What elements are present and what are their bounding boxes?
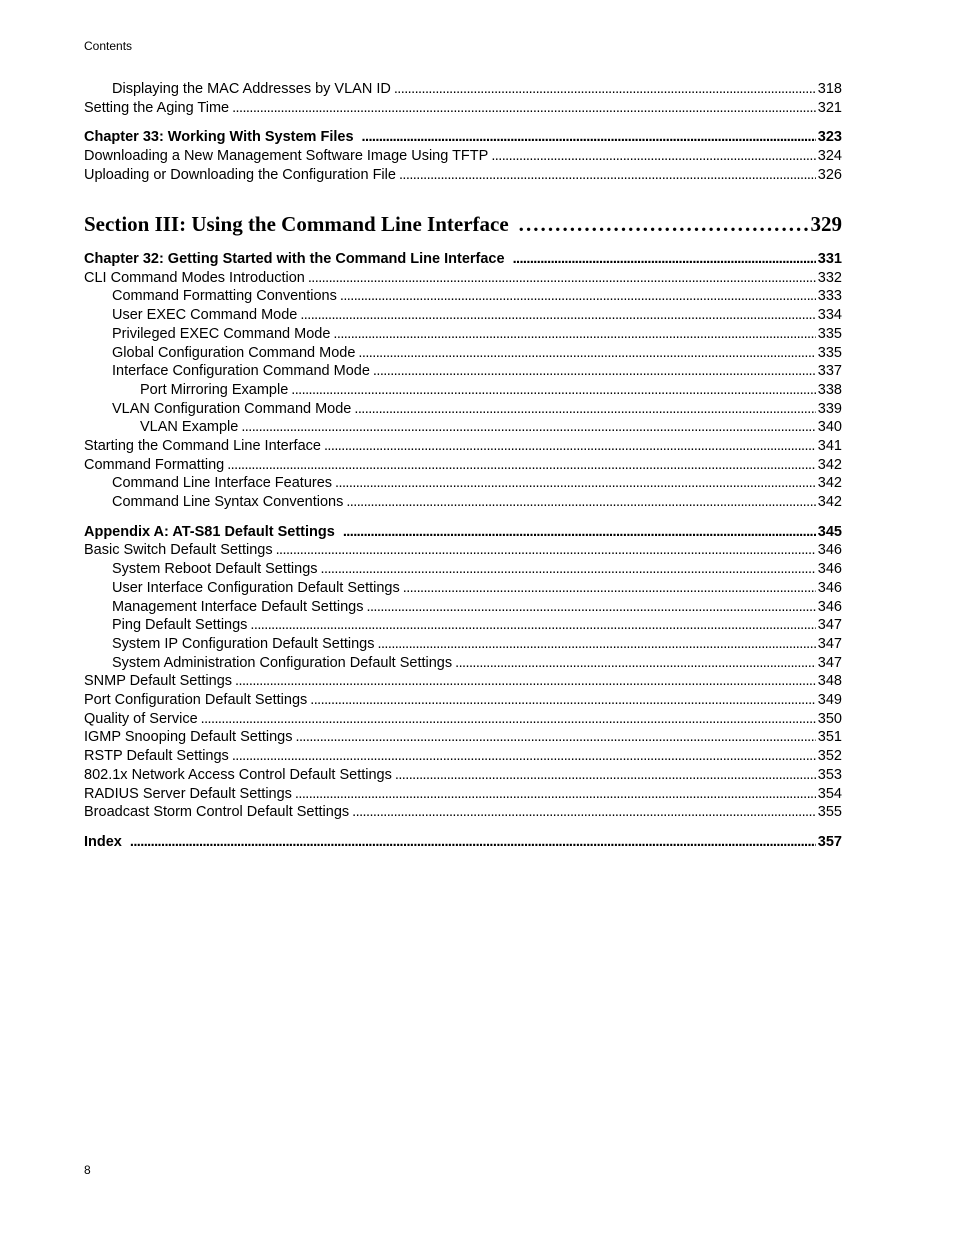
- toc-entry-page: 346: [817, 542, 842, 558]
- toc-entry-title: RSTP Default Settings: [84, 748, 229, 764]
- dot-leader: [324, 437, 816, 455]
- toc-entry-title: Index: [84, 834, 122, 850]
- toc-entry-page: 341: [817, 438, 842, 454]
- toc-entry[interactable]: [84, 654, 842, 672]
- toc-entry-title: Port Configuration Default Settings: [84, 692, 308, 708]
- toc-entry-page: 345: [817, 524, 842, 540]
- toc-entry-page: 342: [817, 475, 842, 491]
- dot-leader: [377, 635, 815, 653]
- toc-entry[interactable]: [84, 400, 842, 418]
- dot-leader: [394, 80, 816, 98]
- toc-entry-title: Setting the Aging Time: [84, 100, 230, 116]
- dot-leader: [352, 803, 816, 821]
- toc-entry-page: 323: [817, 129, 842, 145]
- dot-leader: [395, 766, 816, 784]
- toc-entry[interactable]: [84, 579, 842, 597]
- dot-leader: [291, 381, 816, 399]
- toc-entry-title: RADIUS Server Default Settings: [84, 786, 292, 802]
- toc-entry-title: VLAN Configuration Command Mode: [112, 401, 352, 417]
- dot-leader: [399, 166, 816, 184]
- toc-entry-title: Chapter 32: Getting Started with the Command Line Interface: [84, 251, 505, 267]
- dot-leader: [343, 523, 816, 541]
- dot-leader: [232, 747, 816, 765]
- toc-entry-page: 351: [817, 729, 842, 745]
- toc-entry[interactable]: [84, 710, 842, 728]
- dot-leader: [455, 654, 816, 672]
- toc-entry-page: 352: [817, 748, 842, 764]
- toc-entry[interactable]: [84, 99, 842, 117]
- toc-entry-page: 335: [817, 326, 842, 342]
- toc-entry[interactable]: [84, 766, 842, 784]
- dot-leader: [235, 672, 816, 690]
- dot-leader: [295, 785, 816, 803]
- dot-leader: [232, 99, 816, 117]
- toc-entry-title: Command Formatting Conventions: [112, 288, 337, 304]
- toc-entry-page: 340: [817, 419, 842, 435]
- dot-leader: [276, 541, 816, 559]
- toc-entry-page: 334: [817, 307, 842, 323]
- toc-entry-title: Port Mirroring Example: [140, 382, 289, 398]
- toc-entry[interactable]: [84, 456, 842, 474]
- toc-entry-title: Management Interface Default Settings: [112, 599, 364, 615]
- dot-leader: [519, 211, 809, 237]
- toc-entry-page: 335: [817, 345, 842, 361]
- toc-section[interactable]: [84, 211, 842, 237]
- toc-entry[interactable]: [84, 306, 842, 324]
- toc-entry[interactable]: [84, 80, 842, 98]
- toc-entry[interactable]: [84, 635, 842, 653]
- dot-leader: [250, 616, 815, 634]
- toc-entry-title: Chapter 33: Working With System Files: [84, 129, 354, 145]
- toc-entry-page: 354: [817, 786, 842, 802]
- toc-entry[interactable]: [84, 418, 842, 436]
- toc-entry-page: 337: [817, 363, 842, 379]
- toc-entry-page: 347: [817, 636, 842, 652]
- toc-entry-page: 357: [817, 834, 842, 850]
- toc-chapter[interactable]: [84, 833, 842, 851]
- toc-entry-page: 346: [817, 599, 842, 615]
- toc-entry-title: Basic Switch Default Settings: [84, 542, 273, 558]
- dot-leader: [333, 325, 815, 343]
- toc-entry-title: Starting the Command Line Interface: [84, 438, 321, 454]
- toc-entry[interactable]: [84, 166, 842, 184]
- dot-leader: [491, 147, 815, 165]
- toc-entry[interactable]: [84, 560, 842, 578]
- dot-leader: [130, 833, 816, 851]
- toc-entry-title: User Interface Configuration Default Settings: [112, 580, 400, 596]
- toc-entry[interactable]: [84, 672, 842, 690]
- toc-entry-title: Command Formatting: [84, 457, 225, 473]
- toc-entry[interactable]: [84, 541, 842, 559]
- toc-entry-title: System Administration Configuration Default Settings: [112, 655, 453, 671]
- toc-entry-page: 324: [817, 148, 842, 164]
- toc-entry[interactable]: [84, 381, 842, 399]
- toc-entry-page: 332: [817, 270, 842, 286]
- toc-entry-title: IGMP Snooping Default Settings: [84, 729, 293, 745]
- dot-leader: [373, 362, 816, 380]
- toc-entry-title: CLI Command Modes Introduction: [84, 270, 305, 286]
- toc-chapter[interactable]: [84, 523, 842, 541]
- toc-entry-title: Uploading or Downloading the Configuration File: [84, 167, 396, 183]
- toc-entry-title: SNMP Default Settings: [84, 673, 233, 689]
- toc-entry-title: Displaying the MAC Addresses by VLAN ID: [112, 81, 391, 97]
- toc-entry-page: 349: [817, 692, 842, 708]
- toc-entry[interactable]: [84, 437, 842, 455]
- toc-chapter[interactable]: [84, 250, 842, 268]
- dot-leader: [358, 344, 815, 362]
- toc-entry-page: 321: [817, 100, 842, 116]
- dot-leader: [513, 250, 816, 268]
- toc-entry[interactable]: [84, 474, 842, 492]
- dot-leader: [362, 128, 816, 146]
- toc-entry[interactable]: [84, 325, 842, 343]
- dot-leader: [366, 598, 815, 616]
- toc-entry-page: 348: [817, 673, 842, 689]
- toc-entry-page: 342: [817, 457, 842, 473]
- toc-entry-page: 318: [817, 81, 842, 97]
- toc-entry-title: System IP Configuration Default Settings: [112, 636, 375, 652]
- toc-entry[interactable]: [84, 493, 842, 511]
- toc-entry[interactable]: [84, 616, 842, 634]
- toc-entry-title: Privileged EXEC Command Mode: [112, 326, 331, 342]
- toc-entry[interactable]: [84, 803, 842, 821]
- toc-entry[interactable]: [84, 362, 842, 380]
- toc-entry-page: 333: [817, 288, 842, 304]
- dot-leader: [354, 400, 815, 418]
- toc-entry[interactable]: [84, 147, 842, 165]
- toc-entry-title: System Reboot Default Settings: [112, 561, 318, 577]
- toc-entry-page: 346: [817, 580, 842, 596]
- dot-leader: [340, 287, 816, 305]
- dot-leader: [346, 493, 815, 511]
- dot-leader: [296, 728, 816, 746]
- toc-entry-page: 326: [817, 167, 842, 183]
- toc-entry-page: 353: [817, 767, 842, 783]
- toc-entry-title: Global Configuration Command Mode: [112, 345, 356, 361]
- toc-entry-title: Command Line Syntax Conventions: [112, 494, 344, 510]
- toc-entry[interactable]: [84, 785, 842, 803]
- toc-entry[interactable]: [84, 598, 842, 616]
- running-header: Contents: [84, 39, 133, 53]
- dot-leader: [310, 691, 816, 709]
- toc-entry-title: Interface Configuration Command Mode: [112, 363, 370, 379]
- dot-leader: [300, 306, 815, 324]
- dot-leader: [227, 456, 816, 474]
- toc-entry[interactable]: [84, 344, 842, 362]
- toc-entry-title: Broadcast Storm Control Default Settings: [84, 804, 350, 820]
- toc-entry-page: 355: [817, 804, 842, 820]
- toc-entry[interactable]: [84, 691, 842, 709]
- toc-entry[interactable]: [84, 747, 842, 765]
- toc-entry-page: 338: [817, 382, 842, 398]
- toc-entry-page: 350: [817, 711, 842, 727]
- page-number: 8: [84, 1163, 91, 1177]
- toc-entry-page: 339: [817, 401, 842, 417]
- toc-entry[interactable]: [84, 269, 842, 287]
- toc-entry-title: 802.1x Network Access Control Default Settings: [84, 767, 392, 783]
- toc-entry-title: Downloading a New Management Software Image Using TFTP: [84, 148, 489, 164]
- toc-entry[interactable]: [84, 728, 842, 746]
- dot-leader: [308, 269, 816, 287]
- dot-leader: [335, 474, 816, 492]
- toc-entry-page: 347: [817, 617, 842, 633]
- toc-entry-title: User EXEC Command Mode: [112, 307, 298, 323]
- toc-entry-page: 342: [817, 494, 842, 510]
- toc-chapter[interactable]: [84, 128, 842, 146]
- toc-entry-title: VLAN Example: [140, 419, 239, 435]
- dot-leader: [321, 560, 816, 578]
- dot-leader: [201, 710, 816, 728]
- toc-entry-page: 346: [817, 561, 842, 577]
- dot-leader: [241, 418, 815, 436]
- dot-leader: [403, 579, 816, 597]
- toc-entry-title: Quality of Service: [84, 711, 198, 727]
- toc-entry[interactable]: [84, 287, 842, 305]
- toc-entry-page: 329: [810, 212, 842, 236]
- toc-entry-title: Section III: Using the Command Line Interface: [84, 212, 509, 236]
- toc-entry-page: 331: [817, 251, 842, 267]
- toc-entry-page: 347: [817, 655, 842, 671]
- toc-entry-title: Ping Default Settings: [112, 617, 248, 633]
- toc-entry-title: Command Line Interface Features: [112, 475, 333, 491]
- toc-entry-title: Appendix A: AT-S81 Default Settings: [84, 524, 335, 540]
